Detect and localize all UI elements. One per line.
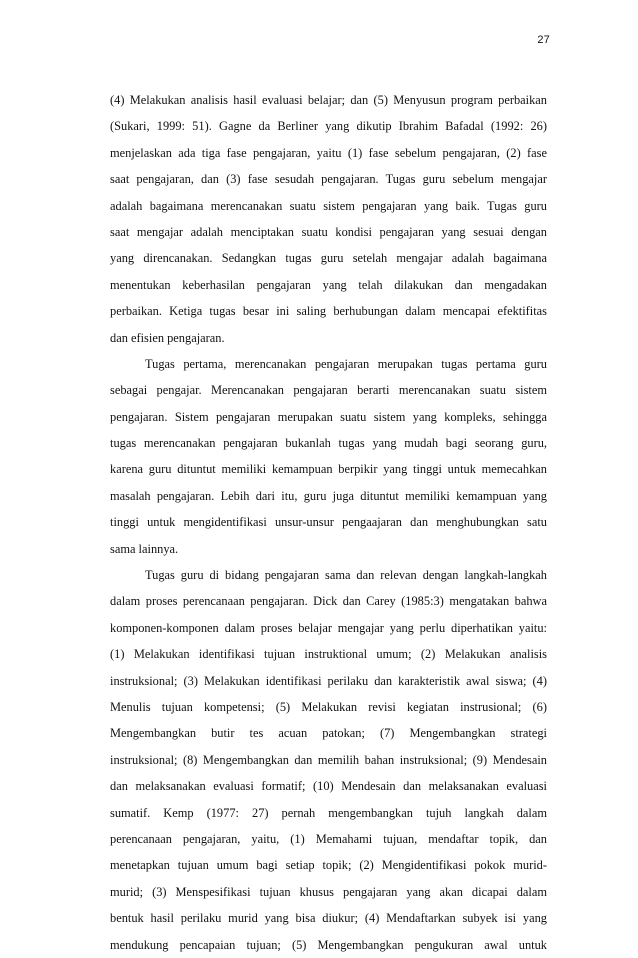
paragraph-2 [110,351,547,562]
text-line: Tugas guru di bidang pengajaran sama dan relevan dengan langkah-langkah [145,568,547,583]
text-line: murid; (3) Menspesifikasi tujuan khusus pengajaran yang akan dicapai dalam [110,884,547,899]
text-line: dalam proses perencanaan pengajaran. Dick dan Carey (1985:3) mengatakan bahwa [110,594,547,609]
text-line: menetapkan tujuan umum bagi setiap topik; (2) Mengidentifikasi pokok murid- [110,858,547,873]
text-line: tinggi untuk mengidentifikasi unsur-unsur pengaajaran dan menghubungkan satu [110,515,547,530]
text-line: dan efisien pengajaran. [110,330,225,345]
text-line: menjelaskan ada tiga fase pengajaran, yaitu (1) fase sebelum pengajaran, (2) fase [110,145,547,160]
page-number: 27 [537,34,550,46]
text-line: tugas merencanakan pengajaran bukanlah tugas yang mudah bagi seorang guru, [110,436,547,451]
text-line: instruksional; (3) Melakukan identifikasi perilaku dan karakteristik awal siswa; (4) [110,673,547,688]
text-line: sama lainnya. [110,541,179,556]
text-line: sebagai pengajar. Merencanakan pengajaran berarti merencanakan suatu sistem [110,383,547,398]
paragraph-3 [110,562,547,958]
text-line: perbaikan. Ketiga tugas besar ini saling berhubungan dalam mencapai efektifitas [110,304,547,319]
text-line: bentuk hasil perilaku murid yang bisa diukur; (4) Mendaftarkan subyek isi yang [110,911,547,926]
text-line: sumatif. Kemp (1977: 27) pernah mengembangkan tujuh langkah dalam [110,805,547,820]
text-line: instruksional; (8) Mengembangkan dan memilih bahan instruksional; (9) Mendesain [110,752,547,767]
text-line: dan melaksanakan evaluasi formatif; (10) Mendesain dan melaksanakan evaluasi [110,779,547,794]
text-line: (4) Melakukan analisis hasil evaluasi belajar; dan (5) Menyusun program perbaikan [110,93,547,107]
text-line: karena guru dituntut memiliki kemampuan berpikir yang tinggi untuk memecahkan [110,462,547,477]
text-line: perencanaan pengajaran, yaitu, (1) Memahami tujuan, mendaftar topik, dan [110,831,547,846]
text-line: Tugas pertama, merencanakan pengajaran merupakan tugas pertama guru [145,356,547,371]
text-line: masalah pengajaran. Lebih dari itu, guru juga dituntut memiliki kemampuan yang [110,488,547,503]
text-line: adalah bagaimana merencanakan suatu sistem pengajaran yang baik. Tugas guru [110,198,547,213]
text-line: (1) Melakukan identifikasi tujuan instruktional umum; (2) Melakukan analisis [110,647,547,662]
text-line: komponen-komponen dalam proses belajar mengajar yang perlu diperhatikan yaitu: [110,620,547,635]
document-body [110,87,547,958]
text-line: (Sukari, 1999: 51). Gagne da Berliner yang dikutip Ibrahim Bafadal (1992: 26) [110,119,547,134]
text-line: Menulis tujuan kompetensi; (5) Melakukan revisi kegiatan instrusional; (6) [110,699,547,714]
text-line: menentukan keberhasilan pengajaran yang telah dilakukan dan mengadakan [110,277,547,292]
text-line: Mengembangkan butir tes acuan patokan; (7) Mengembangkan strategi [110,726,547,741]
text-line: saat pengajaran, dan (3) fase sesudah pengajaran. Tugas guru sebelum mengajar [110,172,547,187]
text-line: yang direncanakan. Sedangkan tugas guru setelah mengajar adalah bagaimana [110,251,547,266]
text-line: saat mengajar adalah menciptakan suatu kondisi pengajaran yang sesuai dengan [110,224,547,239]
text-line: mendukung pencapaian tujuan; (5) Mengembangkan pengukuran awal untuk [110,937,547,952]
paragraph-1 [110,87,547,351]
text-line: pengajaran. Sistem pengajaran merupakan suatu sistem yang kompleks, sehingga [110,409,547,424]
